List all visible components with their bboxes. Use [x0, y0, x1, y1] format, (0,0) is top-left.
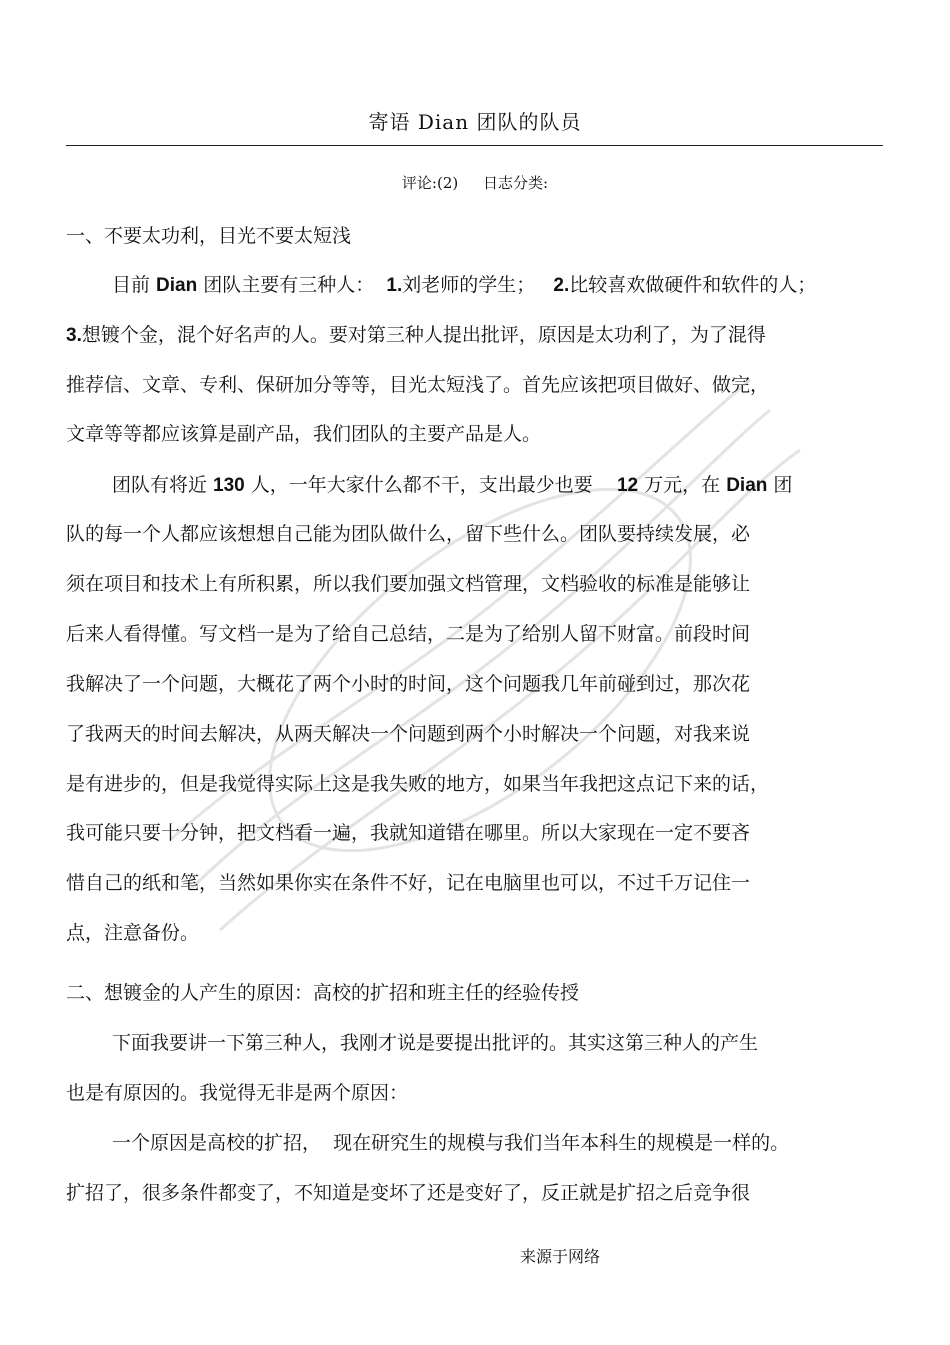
paragraph-line: 扩招了，很多条件都变了，不知道是变坏了还是变好了，反正就是扩招之后竞争很 — [66, 1182, 751, 1204]
paragraph-line: 推荐信、文章、专利、保研加分等等，目光太短浅了。首先应该把项目做好、做完， — [66, 374, 770, 396]
paragraph-line: 目前 Dian 团队主要有三种人： 1.刘老师的学生； 2.比较喜欢做硬件和软件的人； — [112, 274, 817, 296]
paragraph-line: 后来人看得懂。写文档一是为了给自己总结，二是为了给别人留下财富。前段时间 — [66, 623, 751, 645]
title-divider — [66, 145, 883, 146]
paragraph-line: 是有进步的，但是我觉得实际上这是我失败的地方，如果当年我把这点记下来的话， — [66, 773, 770, 795]
source-footer: 来源于网络 — [520, 1247, 601, 1266]
log-category-label: 日志分类: — [483, 174, 549, 192]
document-title: 寄语 Dian 团队的队员 — [368, 110, 582, 134]
paragraph-line: 点，注意备份。 — [66, 922, 200, 944]
paragraph-line: 我解决了一个问题，大概花了两个小时的时间，这个问题我几年前碰到过，那次花 — [66, 673, 751, 695]
paragraph-line: 我可能只要十分钟，把文档看一遍，我就知道错在哪里。所以大家现在一定不要吝 — [66, 822, 751, 844]
comment-count-link[interactable]: 评论:(2) — [401, 174, 459, 192]
paragraph-line: 须在项目和技术上有所积累，所以我们要加强文档管理，文档验收的标准是能够让 — [66, 573, 751, 595]
paragraph-line: 队的每一个人都应该想想自己能为团队做什么，留下些什么。团队要持续发展，必 — [66, 523, 751, 545]
post-meta — [0, 172, 950, 193]
paragraph-line: 团队有将近 130 人，一年大家什么都不干，支出最少也要 12 万元，在 Dian 团 — [112, 474, 793, 496]
section-heading-1: 一、不要太功利，目光不要太短浅 — [66, 225, 352, 247]
paragraph-line: 也是有原因的。我觉得无非是两个原因： — [66, 1082, 409, 1104]
paragraph-line: 一个原因是高校的扩招， 现在研究生的规模与我们当年本科生的规模是一样的。 — [112, 1132, 790, 1154]
paragraph-line: 了我两天的时间去解决，从两天解决一个问题到两个小时解决一个问题，对我来说 — [66, 723, 751, 745]
paragraph-line: 文章等等都应该算是副产品，我们团队的主要产品是人。 — [66, 423, 542, 445]
paragraph-line: 惜自己的纸和笔，当然如果你实在条件不好，记在电脑里也可以，不过千万记住一 — [66, 872, 751, 894]
paragraph-line: 下面我要讲一下第三种人，我刚才说是要提出批评的。其实这第三种人的产生 — [112, 1032, 759, 1054]
section-heading-2: 二、想镀金的人产生的原因：高校的扩招和班主任的经验传授 — [66, 982, 580, 1004]
paragraph-line: 3.想镀个金，混个好名声的人。要对第三种人提出批评，原因是太功利了，为了混得 — [66, 324, 766, 346]
